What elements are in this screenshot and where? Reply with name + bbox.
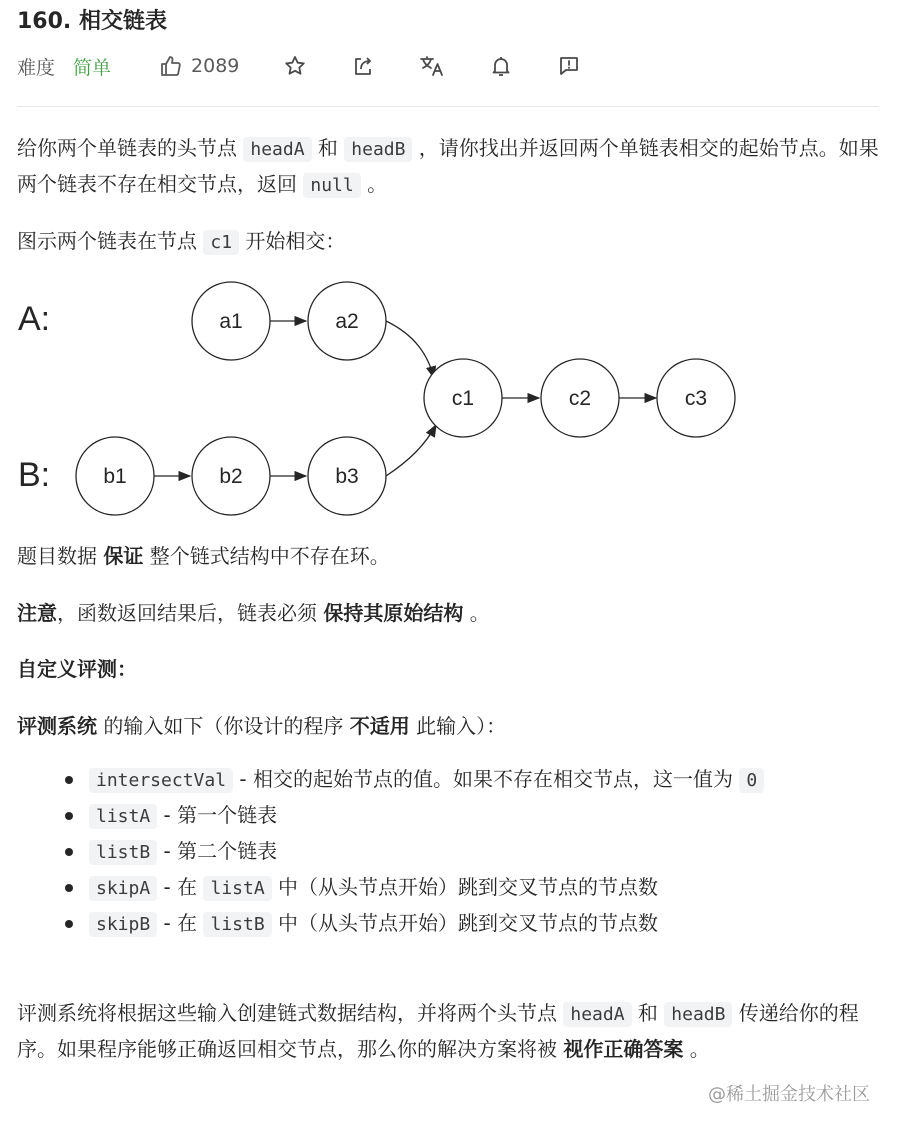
problem-title: 160. 相交链表 bbox=[17, 9, 167, 34]
list-item bbox=[17, 834, 883, 870]
label-a: A: bbox=[18, 300, 51, 338]
code-skipB: skipB bbox=[89, 912, 157, 937]
list-item bbox=[17, 870, 883, 906]
input-param-list bbox=[17, 762, 883, 942]
node-label-b1: b1 bbox=[103, 465, 127, 488]
final-text: 。 bbox=[683, 1037, 710, 1061]
notify-button[interactable] bbox=[489, 54, 513, 78]
linked-list-diagram bbox=[0, 270, 900, 530]
guarantee-text: 整个链式结构中不存在环。 bbox=[143, 544, 390, 568]
intro-text: 给你两个单链表的头节点 bbox=[17, 136, 244, 160]
caption-text: 开始相交： bbox=[239, 229, 346, 253]
judge-text: 的输入如下（你设计的程序 bbox=[97, 714, 350, 738]
code-skipA: skipA bbox=[89, 876, 157, 901]
item-text: - 第一个链表 bbox=[157, 803, 278, 827]
list-item bbox=[17, 906, 883, 942]
note-text: 。 bbox=[463, 601, 490, 625]
code-listA: listA bbox=[203, 876, 271, 901]
node-label-c1: c1 bbox=[451, 387, 475, 410]
judge-input-line bbox=[17, 709, 883, 743]
note-line bbox=[17, 596, 883, 630]
heading-bold: 自定义评测： bbox=[17, 657, 137, 681]
feedback-icon bbox=[557, 54, 581, 78]
item-text: - 在 bbox=[157, 875, 204, 899]
note-bold: 注意 bbox=[17, 601, 57, 625]
problem-meta-bar bbox=[17, 50, 883, 82]
code-headB: headB bbox=[664, 1002, 732, 1027]
final-bold: 视作正确答案 bbox=[563, 1037, 684, 1061]
divider bbox=[17, 106, 879, 107]
guarantee-text: 题目数据 bbox=[17, 544, 104, 568]
label-b: B: bbox=[18, 456, 51, 494]
note-text: ，函数返回结果后，链表必须 bbox=[57, 601, 324, 625]
node-label-b2: b2 bbox=[219, 465, 243, 488]
code-headA: headA bbox=[243, 137, 311, 162]
final-text: 传递给你的程序。如果程序能够正确返回相交节点，那么你的解决方案将被 bbox=[17, 1001, 859, 1061]
node-label-b3: b3 bbox=[335, 465, 359, 488]
final-text: 评测系统将根据这些输入创建链式数据结构，并将两个头节点 bbox=[17, 1001, 564, 1025]
figure-caption bbox=[17, 224, 883, 260]
share-icon bbox=[351, 54, 375, 78]
like-button[interactable] bbox=[159, 54, 239, 78]
node-label-c2: c2 bbox=[568, 387, 592, 410]
item-text: 中（从头节点开始）跳到交叉节点的节点数 bbox=[271, 875, 659, 899]
intro-text: 。 bbox=[360, 172, 388, 196]
star-icon bbox=[283, 54, 307, 78]
code-headA: headA bbox=[563, 1002, 631, 1027]
translate-icon bbox=[419, 54, 445, 78]
custom-judge-heading bbox=[17, 652, 883, 686]
bell-icon bbox=[489, 54, 513, 78]
favorite-button[interactable] bbox=[283, 54, 307, 78]
edge-a2-c1 bbox=[386, 321, 434, 378]
code-headB: headB bbox=[344, 137, 412, 162]
problem-intro bbox=[17, 131, 883, 203]
feedback-button[interactable] bbox=[557, 54, 581, 78]
judge-bold: 不适用 bbox=[349, 714, 410, 738]
judge-bold: 评测系统 bbox=[17, 714, 97, 738]
item-text: - 相交的起始节点的值。如果不存在相交节点，这一值为 bbox=[233, 767, 740, 791]
edge-b3-c1 bbox=[386, 425, 436, 476]
share-button[interactable] bbox=[351, 54, 375, 78]
code-listB: listB bbox=[89, 840, 157, 865]
translate-button[interactable] bbox=[419, 54, 445, 78]
intro-text: 和 bbox=[311, 136, 345, 160]
watermark: @稀土掘金技术社区 bbox=[708, 1084, 870, 1105]
thumbs-up-icon bbox=[159, 54, 183, 78]
list-item bbox=[17, 798, 883, 834]
intro-text: ，请你找出并返回两个单链表相交的起始节点。如果两个链表不存在相交节点，返回 bbox=[17, 136, 879, 196]
note-bold: 保持其原始结构 bbox=[323, 601, 464, 625]
item-text: - 第二个链表 bbox=[157, 839, 278, 863]
difficulty-value: 简单 bbox=[73, 56, 112, 79]
code-intersectVal: intersectVal bbox=[89, 768, 233, 793]
node-label-c3: c3 bbox=[684, 387, 708, 410]
like-count: 2089 bbox=[191, 55, 240, 77]
difficulty-label: 难度 bbox=[17, 56, 56, 79]
judge-text: 此输入）： bbox=[409, 714, 507, 738]
item-text: 中（从头节点开始）跳到交叉节点的节点数 bbox=[271, 911, 659, 935]
code-c1: c1 bbox=[203, 230, 239, 255]
code-null: null bbox=[303, 173, 360, 198]
code-listA: listA bbox=[89, 804, 157, 829]
caption-text: 图示两个链表在节点 bbox=[17, 229, 204, 253]
item-text: - 在 bbox=[157, 911, 204, 935]
final-text: 和 bbox=[631, 1001, 665, 1025]
node-label-a2: a2 bbox=[335, 310, 359, 333]
code-zero: 0 bbox=[739, 768, 764, 793]
final-paragraph bbox=[17, 996, 867, 1066]
guarantee-bold: 保证 bbox=[103, 544, 144, 568]
guarantee-line bbox=[17, 539, 883, 573]
list-item bbox=[17, 762, 883, 798]
node-label-a1: a1 bbox=[219, 310, 243, 333]
code-listB: listB bbox=[203, 912, 271, 937]
